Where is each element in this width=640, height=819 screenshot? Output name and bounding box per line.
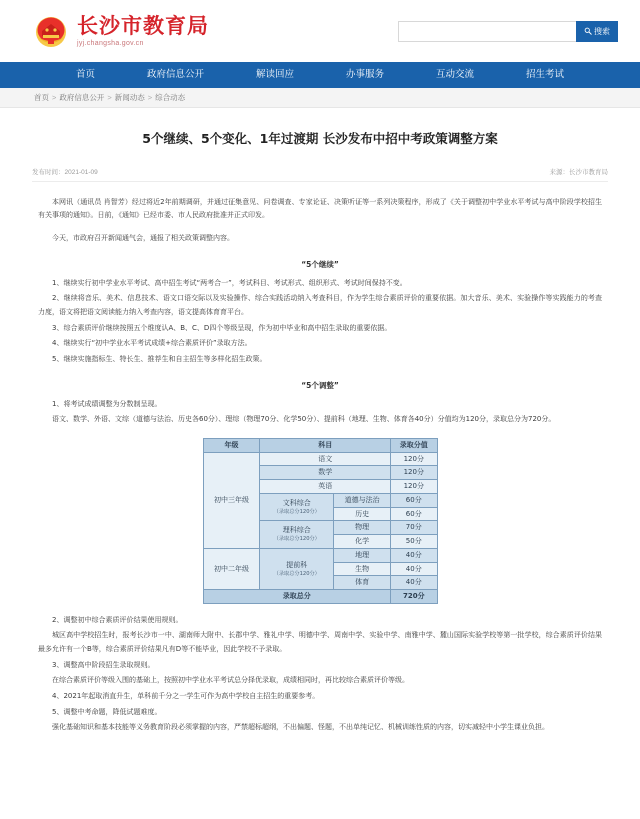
breadcrumb-item-general[interactable]: 综合动态	[155, 93, 186, 102]
adjust-detail-4: 强化基础知识和基本技能等义务教育阶段必须掌握的内容，严禁超标超纲，不出偏题、怪题，不出单纯记忆、机械训练性质的内容，切实减轻中小学生课业负担。	[52, 723, 549, 732]
subject-advance-label: 提前科	[286, 560, 308, 569]
adjust-item-2: 2、调整初中综合素质评价结果使用规则。	[52, 615, 183, 624]
article	[0, 130, 640, 735]
score-morality-law: 60分	[391, 493, 437, 507]
adjust-item-4: 4、2021年起取消直升生，单科前千分之一学生可作为高中学校自主招生的重要参考。	[52, 692, 320, 700]
search-box	[398, 21, 618, 42]
score-chinese: 120分	[391, 452, 437, 466]
breadcrumb-separator: >	[107, 93, 112, 102]
main-nav	[0, 62, 640, 88]
score-history: 60分	[391, 507, 437, 521]
continue-item-3: 3、综合素质评价继续按照五个维度认A、B、C、D四个等级呈现，作为初中毕业和高中招生录取的重要依据。	[52, 323, 392, 332]
subject-biology: 生物	[334, 562, 391, 576]
score-table	[203, 438, 438, 604]
article-body	[32, 196, 608, 735]
search-icon	[584, 27, 592, 35]
continue-item-2: 2、继续将音乐、美术、信息技术、语文口语交际以及实验操作、综合实践活动纳入考查科目，作为学生综合素质评价的重要依据。加大音乐、美术、实验操作等实践能力的考查力度，语文将把语文阅读能力纳入考查内容，语文提高体育育平台。	[38, 294, 602, 316]
page-title: 5个继续、5个变化、1年过渡期 长沙发布中招中考政策调整方案	[142, 131, 498, 146]
table-header-row	[203, 438, 437, 452]
subject-science-label: 理科综合	[282, 526, 311, 535]
subject-math: 数学	[260, 466, 391, 480]
table-header-score: 录取分值	[391, 438, 437, 452]
adjust-item-1: 1、将考试成绩调整为分数制呈现。	[52, 399, 162, 408]
brand-title: 长沙市教育局	[77, 13, 209, 38]
score-pe: 40分	[391, 576, 437, 590]
breadcrumb	[0, 88, 640, 108]
intro-paragraph-2: 今天，市政府召开新闻通气会，通报了相关政策调整内容。	[52, 234, 234, 243]
breadcrumb-item-gov-info[interactable]: 政府信息公开	[59, 93, 105, 102]
score-math: 120分	[391, 466, 437, 480]
total-value: 720分	[391, 590, 437, 604]
score-chemistry: 50分	[391, 535, 437, 549]
continue-item-5: 5、继续实施指标生、特长生、推荐生和自主招生等多样化招生政策。	[52, 354, 267, 363]
score-table-wrap	[38, 438, 602, 604]
subject-chinese: 语文	[260, 452, 391, 466]
subject-liberal-arts-sub: （录取总分120分）	[273, 508, 320, 515]
search-button[interactable]	[576, 21, 618, 42]
section-heading-continue: “5个继续”	[301, 259, 339, 269]
publish-time: 发布时间：2021-01-09	[32, 168, 98, 176]
national-emblem-icon	[34, 13, 68, 49]
intro-paragraph-1: 本网讯（通讯员 肖智芳）经过将近2年前期调研，并通过征集意见、问卷调查、专家论证、决策听证等一系列决策程序，形成了《关于调整初中学业水平考试与高中阶段学校招生有关事项的通知》。日前，《通知》已经市委、市人民政府批准并正式印发。	[38, 197, 602, 220]
subject-advance	[260, 548, 334, 589]
subject-chemistry: 化学	[334, 535, 391, 549]
brand-url: jyj.changsha.gov.cn	[77, 40, 144, 48]
subject-advance-sub: （录取总分120分）	[273, 570, 320, 577]
subject-physics: 物理	[334, 521, 391, 535]
subject-pe: 体育	[334, 576, 391, 590]
subject-science-sub: （录取总分120分）	[273, 536, 320, 543]
score-physics: 70分	[391, 521, 437, 535]
continue-item-4: 4、继续实行“初中学业水平考试成绩+综合素质评价”录取方法。	[52, 339, 252, 348]
subject-liberal-arts	[260, 493, 334, 521]
breadcrumb-separator: >	[147, 93, 153, 102]
subject-liberal-arts-label: 文科综合	[282, 498, 311, 507]
nav-item-home[interactable]: 首页	[75, 69, 95, 80]
article-meta	[32, 167, 608, 182]
search-button-label: 搜索	[594, 26, 610, 36]
table-row	[203, 548, 437, 562]
breadcrumb-item-home[interactable]: 首页	[34, 93, 49, 102]
total-label: 录取总分	[203, 590, 391, 604]
adjust-detail-2: 城区高中学校招生时，报考长沙市一中、湖南师大附中、长郡中学、雅礼中学、明德中学、周南中学、实验中学、南雅中学、麓山国际实验学校等第一批学校，综合素质评价结果最多允许有一个B等，综合素质评价结果凡有D等不能毕业，因此学校不予录取。	[38, 631, 602, 654]
table-header-subject: 科目	[260, 438, 391, 452]
article-source: 来源：长沙市教育局	[549, 168, 608, 176]
breadcrumb-item-news[interactable]: 新闻动态	[114, 93, 145, 102]
adjust-detail-3: 在综合素质评价等级入围的基础上，按照初中学业水平考试总分择优录取，成绩相同时，再比较综合素质评价等级。	[52, 676, 409, 685]
table-total-row	[203, 590, 437, 604]
subject-science	[260, 521, 334, 549]
subject-morality-law: 道德与法治	[334, 493, 391, 507]
score-geography: 40分	[391, 548, 437, 562]
section-heading-adjust: “5个调整”	[301, 380, 339, 390]
brand-logo[interactable]	[34, 13, 209, 49]
subject-history: 历史	[334, 507, 391, 521]
subject-geography: 地理	[334, 548, 391, 562]
adjust-item-3: 3、调整高中阶段招生录取规则。	[52, 660, 155, 669]
nav-item-admissions[interactable]: 招生考试	[526, 69, 565, 80]
table-row	[203, 452, 437, 466]
table-header-grade: 年级	[203, 438, 260, 452]
continue-item-1: 1、继续实行初中学业水平考试、高中招生考试“两考合一”，考试科目、考试形式、组织形式、考试时间保持不变。	[52, 278, 407, 287]
grade-cell-junior: 初中二年级	[203, 548, 260, 589]
nav-item-interpret[interactable]: 解读回应	[255, 69, 294, 80]
score-biology: 40分	[391, 562, 437, 576]
site-header	[0, 0, 640, 62]
grade-cell-senior: 初中三年级	[203, 452, 260, 548]
subject-english: 英语	[260, 480, 391, 494]
breadcrumb-separator: >	[52, 93, 57, 102]
score-english: 120分	[391, 480, 437, 494]
adjust-detail-1: 语文、数学、外语、文综（道德与法治、历史各60分）、理综（物理70分、化学50分）、提前科（地理、生物、体育各40分）分值均为120分，录取总分为720分。	[52, 415, 556, 424]
nav-item-interaction[interactable]: 互动交流	[436, 69, 475, 80]
nav-item-services[interactable]: 办事服务	[346, 69, 385, 80]
adjust-item-5: 5、调整中考命题，降低试题难度。	[52, 707, 162, 716]
search-input[interactable]	[398, 21, 576, 42]
nav-item-gov-info[interactable]: 政府信息公开	[146, 69, 204, 80]
